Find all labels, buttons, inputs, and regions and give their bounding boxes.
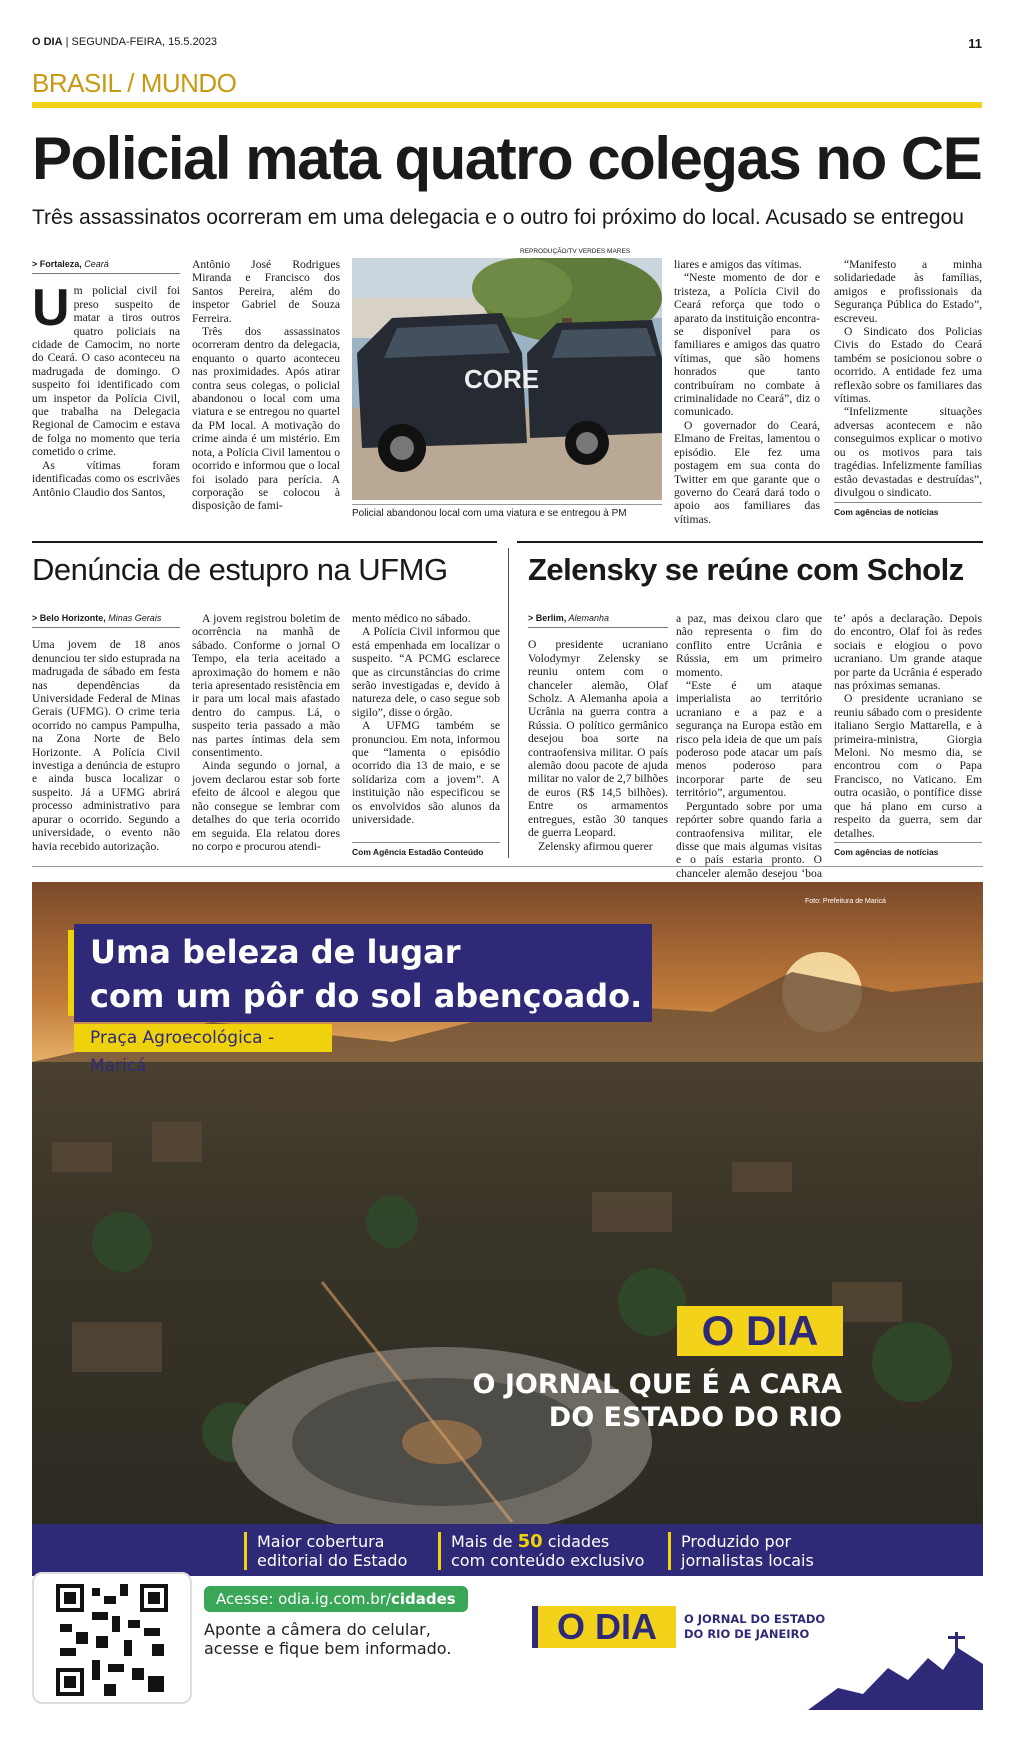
ad-feature-2-line-1 [451, 1532, 644, 1551]
ad-feature-3-line-1: Produzido por [681, 1532, 792, 1551]
dateline-city: Fortaleza, [39, 259, 82, 269]
story2-paragraph-4: mento médico no sábado. [352, 612, 471, 625]
story3-paragraph-2: Zelensky afirmou querer [538, 839, 653, 853]
story2-paragraph-2: A jovem registrou boletim de ocorrência na manhã de sábado. Conforme o jornal O Tempo, ela teria aceitado a aproximação do homem e não teria apresentado resistência em ir para um local mais afastado dentro do campus. Lá, o suspeito teria passado a mão nas partes íntimas dela sem consentimento. [192, 612, 340, 760]
ad-cta-line-2: acesse e fique bem informado. [204, 1639, 452, 1658]
ad-access-link[interactable] [204, 1586, 468, 1612]
lead-paragraph-10: “Infelizmente situações adversas acontecem e não conseguimos explicar o motivo ou os motivos para tais tragédias. Infelizmente famílias estão devastadas e destruídas”, divulgou o sindicato. [834, 405, 982, 499]
story3-paragraph-1: O presidente ucraniano Volodymyr Zelensky se reuniu ontem com o chanceler alemão, Olaf Scholz. A Alemanha apoia a Ucrânia na guerra contra a Rússia. O político germânico desejou boa sorte na contraofensiva militar. O país alemão doou pacote de ajuda militar no valor de 2,7 bilhões de euros (R$ 14,5 bilhões). Entre os armamentos entregues, estão 30 tanques de guerra Leopard. [528, 638, 668, 840]
ad-place-label: Praça Agroecológica - Maricá [74, 1024, 332, 1052]
ad-cta [204, 1620, 451, 1658]
story2-dateline-city: Belo Horizonte, [39, 613, 106, 623]
footer-logo: O DIA [538, 1606, 676, 1648]
page-header [32, 36, 982, 54]
photo-credit: REPRODUÇÃO/TV VERDES MARES [520, 248, 631, 255]
lead-photo [352, 258, 662, 500]
police-vehicles-image [352, 258, 662, 500]
story3-column-1 [528, 612, 668, 853]
paper-name: O DIA [32, 36, 63, 48]
story3-dateline-place: Alemanha [568, 613, 609, 623]
story2-paragraph-6: A UFMG também se pronunciou. Em nota, informou que “lamenta o episódio ocorrido dia 13 de maio, e se solidariza com a jovem”. A instituição não especificou se os envolvidos são alunos da universidade. [352, 719, 500, 827]
ad-slogan [438, 1368, 842, 1434]
ad-feature-1-line-1: Maior cobertura [257, 1532, 385, 1551]
qr-code-icon[interactable] [52, 1580, 172, 1700]
story2-column-2 [192, 612, 340, 853]
edition-date: SEGUNDA-FEIRA, 15.5.2023 [71, 36, 218, 48]
ad-photo-credit: Foto: Prefeitura de Maricá [805, 898, 886, 905]
rio-skyline-icon [808, 1628, 983, 1710]
story3-dateline-city: Berlim, [535, 613, 567, 623]
lead-paragraph-3: Antônio José Rodrigues Miranda e Francisco dos Santos Pereira, além do inspetor Gabriel de Souza Ferreira. [192, 258, 340, 325]
story3-paragraph-4: “Este é um ataque imperialista ao território ucraniano e a paz e a segurança na Europa estão em risco pela ideia de que um país poderoso pode atacar um país menos poderoso para incorporar parte de seu território”, argumentou. [676, 679, 822, 800]
ad-feature-2 [438, 1532, 644, 1570]
story3-dateline: > Berlim, Alemanha [528, 612, 668, 628]
section-rule [32, 102, 982, 108]
lead-paragraph-8: “Manifesto a minha solidariedade às famílias, amigos e profissionais da Segurança Pública do Estado”, escreveu. [834, 258, 982, 325]
story3-top-rule [517, 541, 983, 543]
ad-feature-3-line-2: jornalistas locais [681, 1551, 814, 1570]
ad-feature-1 [244, 1532, 407, 1570]
story2-credit: Com Agência Estadão Conteúdo [352, 842, 500, 857]
footer-tagline-2: DO RIO DE JANEIRO [684, 1627, 810, 1641]
story3-paragraph-3: a paz, mas deixou claro que não representa o fim do conflito entre Ucrânia e Rússia, em um primeiro momento. [676, 612, 822, 679]
lead-dateline: > Fortaleza, Ceará [32, 258, 180, 274]
ad-title-line-1: Uma beleza de lugar [90, 933, 461, 971]
story2-column-1 [32, 612, 180, 853]
ad-feature-2-post: cidades [542, 1532, 610, 1551]
story3-column-3 [834, 612, 982, 840]
story2-paragraph-1: Uma jovem de 18 anos denunciou ter sido estuprada na madrugada de sábado em festa nas dependências da Universidade Federal de Minas Gerais (UFMG). O crime teria ocorrido no campus Pampulha, na Zona Norte de Belo Horizonte. A Polícia Civil investiga a denúncia de estupro e ainda busca localizar o suspeito. Já a UFMG abrirá processo administrativo para apurar o ocorrido. Segundo a universidade, o evento não havia recebido autorização. [32, 638, 180, 853]
column-divider [508, 548, 509, 858]
ad-separator [32, 866, 983, 867]
ad-slogan-line-1: O JORNAL QUE É A CARA [472, 1369, 842, 1400]
advertisement [32, 882, 983, 1710]
story3-credit: Com agências de notícias [834, 842, 982, 857]
story2-paragraph-5: A Polícia Civil informou que está empenhada em localizar o suspeito. “A PCMG esclarece que as circunstâncias do crime serão investigadas e, devido à natureza dele, o caso segue sob sigilo”, disse o órgão. [352, 625, 500, 719]
lead-credit: Com agências de notícias [834, 502, 982, 517]
story2-top-rule [32, 541, 497, 543]
qr-code-frame [32, 1572, 192, 1704]
ad-slogan-line-2: DO ESTADO DO RIO [548, 1402, 842, 1433]
ad-feature-3 [668, 1532, 814, 1570]
photo-caption: Policial abandonou local com uma viatura e se entregou à PM [352, 504, 662, 519]
core-vehicle-text: CORE [464, 364, 540, 394]
lead-paragraph-4: Três dos assassinatos ocorreram dentro da delegacia, enquanto o quarto aconteceu nas proximidades. Após atirar contra seus colegas, o policial abandonou o local com uma viatura e se entregou no quartel da PM local. A motivação do crime ainda é um mistério. Em nota, a Polícia Civil lamentou o ocorrido e informou que o local foi isolado para perícia. A corporação se colocou à disposição de fami- [192, 325, 340, 513]
lead-paragraph-9: O Sindicato dos Policias Civis do Estado do Ceará também se posicionou sobre o ocorrido. A entidade fez uma reflexão sobre os familiares das vítimas. [834, 325, 982, 406]
ad-access-label: Acesse: odia.ig.com.br/ [216, 1590, 391, 1608]
ad-feature-2-number: 50 [517, 1531, 543, 1552]
ad-title [74, 924, 652, 1022]
lead-subhead: Três assassinatos ocorreram em uma delegacia e o outro foi próximo do local. Acusado se entregou [32, 206, 964, 229]
story3-paragraph-7: O presidente ucraniano se reuniu sábado com o presidente italiano Sergio Mattarella, e à primeira-ministra, Giorgia Meloni. No mesmo dia, se encontrou com o Papa Francisco, no Vaticano. Em outra ocasião, o pontífice disse que há plano em curso a respeito da guerra, sem dar detalhes. [834, 692, 982, 840]
section-title: BRASIL / MUNDO [32, 68, 237, 98]
lead-paragraph-7: O governador do Ceará, Elmano de Freitas, lamentou o episódio. Ele fez uma postagem em sua conta do Twitter em que garante que o governo do Ceará dará todo o apoio aos familiares das vítimas. [674, 418, 820, 526]
ad-access-bold: cidades [390, 1590, 456, 1608]
story2-dateline: > Belo Horizonte, Minas Gerais [32, 612, 180, 628]
story2-paragraph-3: Ainda segundo o jornal, a jovem declarou estar sob forte efeito de álcool e alegou que não consegue se lembrar com detalhes do que teria ocorrido em seguida. Ela relatou dores no corpo e procurou atendi- [192, 759, 340, 853]
footer-tagline [684, 1612, 825, 1642]
ad-feature-2-pre: Mais de [451, 1532, 518, 1551]
page-number: 11 [968, 36, 982, 51]
story3-paragraph-6: te’ após a declaração. Depois do encontro, Olaf foi às redes sociais e elogiou o povo ucraniano. Um grande ataque por parte da Ucrânia é esperado nas próximas semanas. [834, 612, 982, 693]
ad-feature-1-line-2: editorial do Estado [257, 1551, 408, 1570]
footer-tagline-1: O JORNAL DO ESTADO [684, 1612, 826, 1626]
header-separator: | [65, 36, 72, 48]
lead-column-3 [674, 258, 820, 526]
story3-headline: Zelensky se reúne com Scholz [528, 552, 964, 587]
lead-column-4 [834, 258, 982, 499]
story3-column-2 [676, 612, 822, 894]
lead-paragraph-1: m policial civil foi preso suspeito de matar a tiros outros quatro policiais na cidade de Camocim, no norte do Ceará. O caso aconteceu na madrugada de domingo. O suspeito foi identificado com um inspetor da Polícia Civil, que trabalha na Delegacia Regional de Camocim e estava de folga no momento que teria cometido o crime. [32, 284, 180, 459]
lead-headline: Policial mata quatro colegas no CE [32, 125, 982, 192]
lead-paragraph-6: “Neste momento de dor e tristeza, a Polícia Civil do Ceará reforça que todo o aparato da instituição encontra-se disponível para os familiares e amigos das quatro vítimas, que são homens honrados que tanto contribuíram no combate à criminalidade no Ceará”, diz o comunicado. [674, 271, 820, 419]
drop-cap: U [32, 279, 70, 338]
lead-paragraph-2: As vítimas foram identificadas como os escrivães Antônio Claudio dos Santos, [32, 458, 180, 499]
ad-logo: O DIA [677, 1306, 843, 1356]
dateline-place: Ceará [84, 259, 109, 269]
story2-headline: Denúncia de estupro na UFMG [32, 552, 448, 587]
lead-column-2 [192, 258, 340, 513]
story3-paragraph-5: Perguntado sobre por uma repórter sobre quando faria a contraofensiva militar, ele disse que mais algumas visitas e o país estaria pronto. O chanceler alemão desejou ‘boa [676, 799, 822, 880]
ad-cta-line-1: Aponte a câmera do celular, [204, 1620, 431, 1639]
ad-feature-2-line-2: com conteúdo exclusivo [451, 1551, 645, 1570]
ad-title-line-2: com um pôr do sol abençoado. [90, 977, 643, 1015]
lead-column-1 [32, 258, 180, 499]
story2-column-3 [352, 612, 500, 827]
lead-paragraph-5: liares e amigos das vítimas. [674, 258, 802, 271]
story2-dateline-place: Minas Gerais [108, 613, 162, 623]
